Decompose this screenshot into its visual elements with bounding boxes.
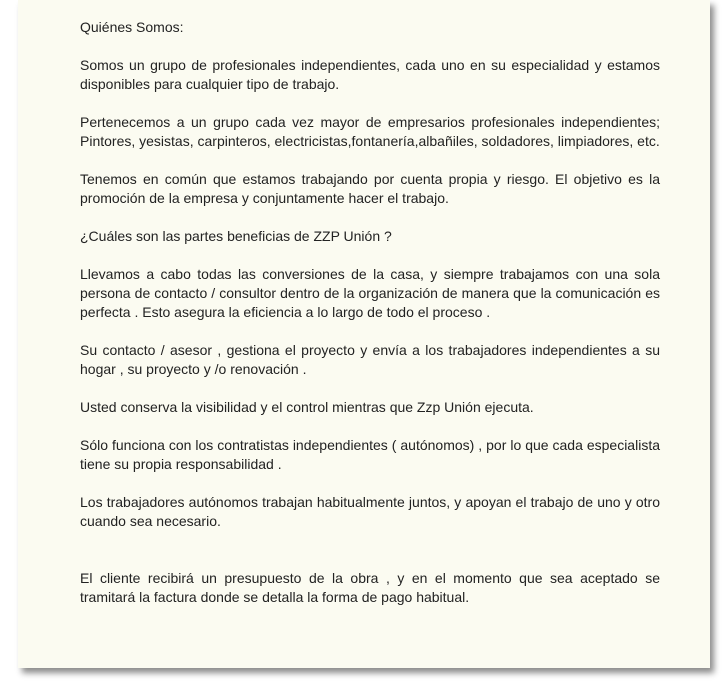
paragraph-conversions: Llevamos a cabo todas las conversiones de la casa, y siempre trabajamos con una sola persona de contacto / consultor dentro de la organización de manera que la comunicación es perfecta . Esto asegura la eficiencia a lo largo de todo el proceso . [80, 266, 660, 320]
paragraph-workers: Los trabajadores autónomos trabajan habitualmente juntos, y apoyan el trabajo de uno y otro cuando sea necesario. [80, 494, 660, 529]
document-page [18, 0, 710, 668]
paragraph-client: El cliente recibirá un presupuesto de la obra , y en el momento que sea aceptado se tramitará la factura donde se detalla la forma de pago habitual. [80, 570, 660, 605]
section-heading: Quiénes Somos: [80, 19, 184, 35]
paragraph-contractors: Sólo funciona con los contratistas independientes ( autónomos) , por lo que cada especialista tiene su propia responsabilidad . [80, 437, 660, 472]
paragraph-common: Tenemos en común que estamos trabajando por cuenta propia y riesgo. El objetivo es la promoción de la empresa y conjuntamente hacer el trabajo. [80, 171, 660, 206]
paragraph-question: ¿Cuáles son las partes beneficias de ZZP Unión ? [80, 228, 392, 244]
paragraph-intro: Somos un grupo de profesionales independientes, cada uno en su especialidad y estamos disponibles para cualquier tipo de trabajo. [80, 57, 660, 92]
paragraph-contact: Su contacto / asesor , gestiona el proyecto y envía a los trabajadores independientes a su hogar , su proyecto y /o renovación . [80, 342, 660, 377]
paragraph-members: Pertenecemos a un grupo cada vez mayor de empresarios profesionales independientes; Pintores, yesistas, carpinteros, electricistas,fontanería,albañiles, soldadores, limpiadores, etc. [80, 114, 660, 149]
document-content [80, 18, 660, 626]
paragraph-visibility: Usted conserva la visibilidad y el control mientras que Zzp Unión ejecuta. [80, 399, 534, 415]
